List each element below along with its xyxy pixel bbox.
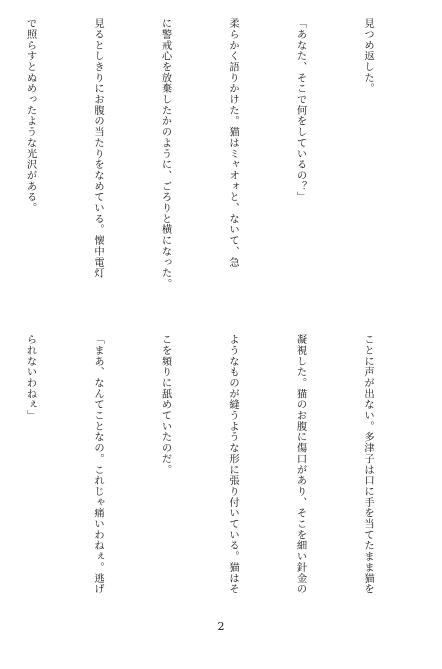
text-line: ことに声が出ない。多津子は口に手を当てたまま猫を — [362, 334, 374, 595]
text-line: 「まあ、なんてことなの。これじゃ痛いわねぇ。逃げ — [92, 334, 104, 595]
text-line: られないわねぇ」 — [24, 334, 37, 421]
text-line: で照らすとぬめったような光沢がある。 — [24, 18, 37, 214]
text-line: 「あなた、そこで何をしているの？」 — [294, 18, 307, 203]
page-number: 2 — [217, 620, 225, 633]
text-block-upper — [12, 18, 424, 304]
text-line: に警戒心を放棄したかのように、ごろりと横になった。 — [159, 18, 172, 290]
text-line: 柔らかく語りかけた。猫はミャオォと、ないて、急 — [227, 18, 239, 268]
text-line: 凝視した。猫のお腹に傷口があり、そこを細い針金の — [294, 334, 307, 595]
text-line: こを頻りに舐めていたのだ。 — [159, 334, 172, 476]
text-line: ようなものが縫うような形に張り付いている。猫はそ — [227, 334, 239, 595]
text-block-lower — [24, 334, 424, 620]
text-line: 見るとしきりにお腹の当たりをなめている。懐中電灯 — [92, 18, 104, 279]
text-line: 見つめ返した。 — [362, 18, 374, 94]
